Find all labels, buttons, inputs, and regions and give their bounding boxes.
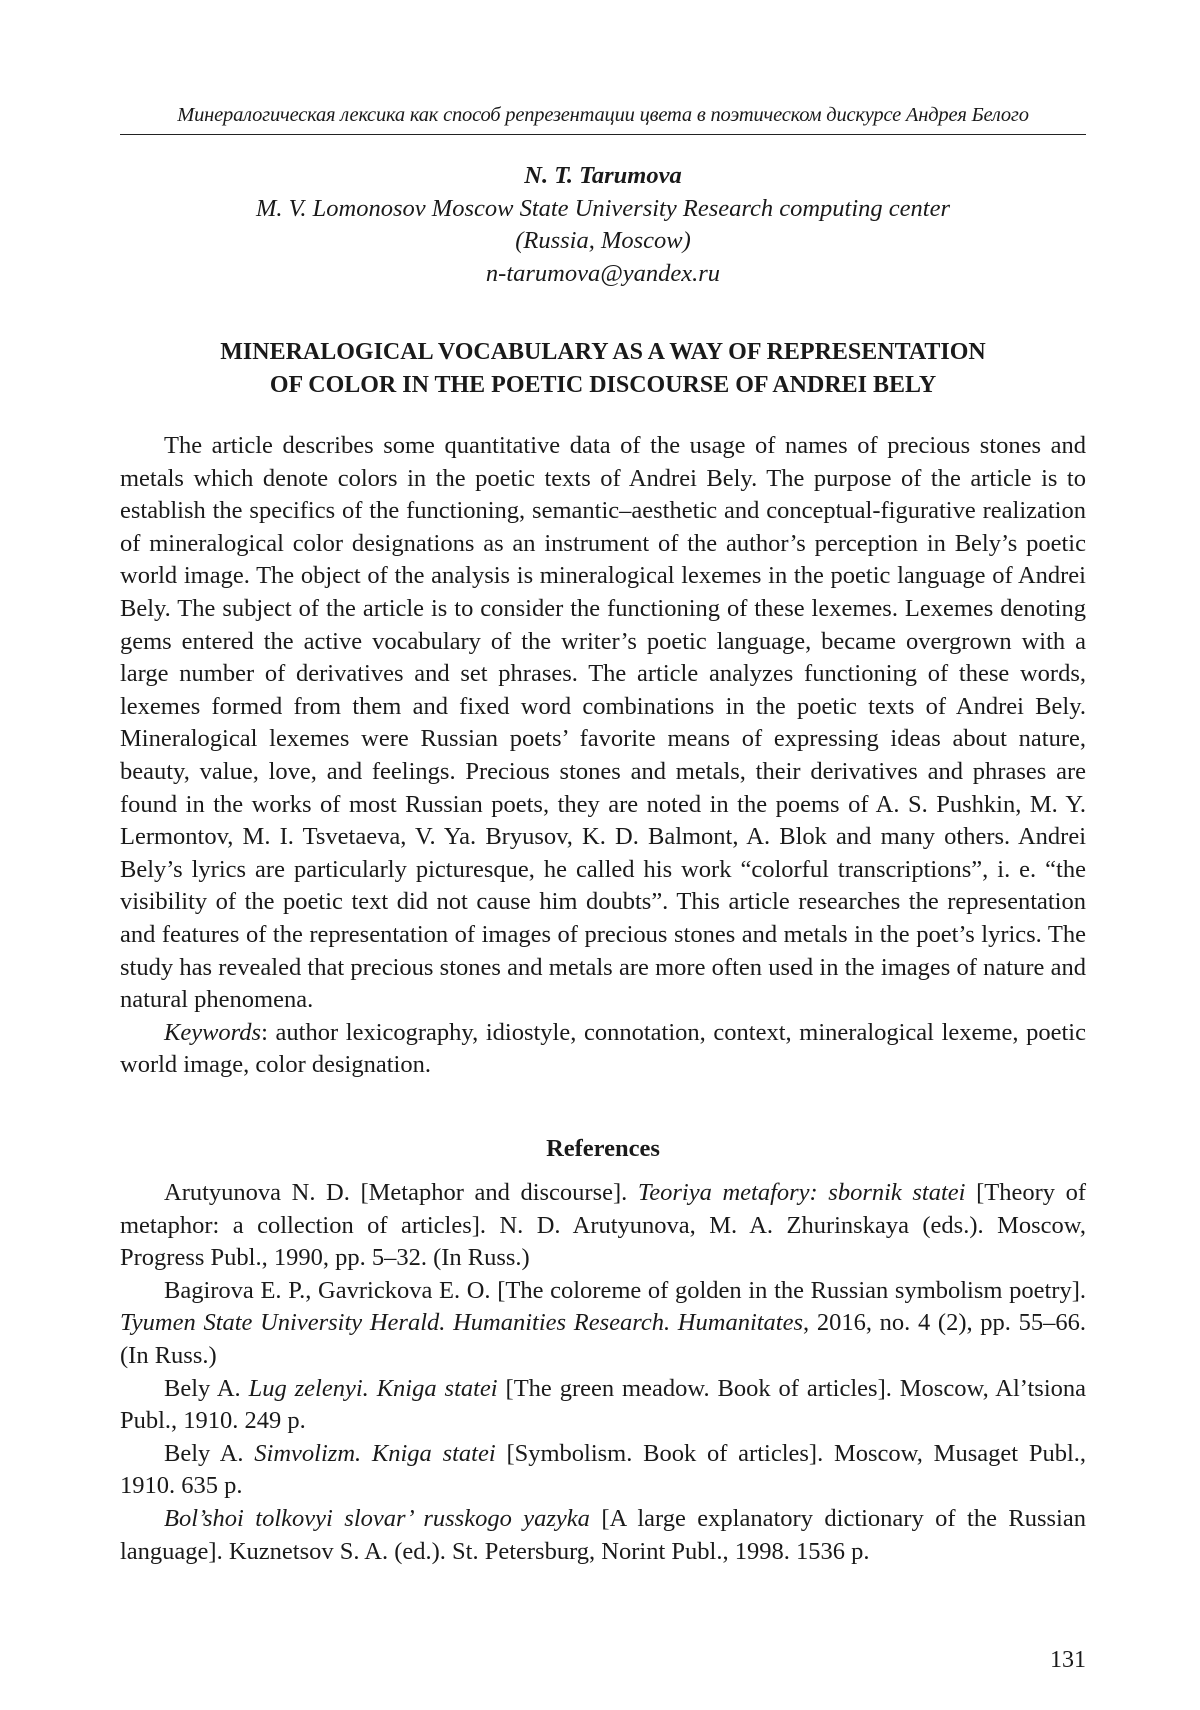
reference-authors: Bagirova E. P., Gavrickova E. O. [The coloreme of golden in the Russian symbolism poetry]. [164,1276,1086,1304]
reference-source-title: Lug zelenyi. Kniga statei [248,1374,498,1402]
references-list [120,1177,1086,1568]
author-name: N. T. Tarumova [524,162,682,189]
reference-source-title: Tyumen State University Herald. Humanities Research. Humanitates [120,1309,804,1337]
reference-source-title: Simvolizm. Kniga statei [254,1439,496,1467]
reference-details: [A large explanatory dictionary of the Russian language]. Kuznetsov S. A. (ed.). St. Petersburg, Norint Publ., 1998. 1536 p. [120,1504,1086,1565]
reference-details: [Theory of metaphor: a collection of articles]. N. D. Arutyunova, M. A. Zhurinskaya (eds.). Moscow, Progress Publ., 1990, pp. 5–32. (In Russ.) [120,1179,1086,1272]
abstract [120,430,1086,1082]
reference-item [120,1503,1086,1568]
reference-source-title: Teoriya metafory: sbornik statei [637,1179,966,1206]
author-affiliation: M. V. Lomonosov Moscow State University Research computing center [255,194,951,222]
reference-item [120,1373,1086,1438]
author-email: n-tarumova@yandex.ru [485,259,721,287]
reference-details: [Symbolism. Book of articles]. Moscow, Musaget Publ., 1910. 635 p. [120,1439,1086,1500]
reference-authors: Arutyunova N. D. [Metaphor and discourse]. [164,1179,638,1206]
page-number: 131 [1050,1647,1086,1673]
reference-authors: Bely A. [164,1439,255,1467]
reference-item [120,1275,1086,1373]
references-heading: References [546,1135,660,1162]
reference-item [120,1438,1086,1503]
reference-source-title: Bol’shoi tolkovyi slovar’ russkogo yazyka [164,1504,590,1532]
reference-details: [The green meadow. Book of articles]. Moscow, Al’tsiona Publ., 1910. 249 p. [120,1374,1086,1435]
abstract-text: The article describes some quantitative data of the usage of names of precious stones and metals which denote colors in the poetic texts of Andrei Bely. The purpose of the article is to establish the specifics of the functioning, semantic–aesthetic and conceptual-figurative realization of mineralogical color designations as an instrument of the author’s perception in Bely’s poetic world image. The object of the analysis is mineralogical lexemes in the poetic language of Andrei Bely. The subject of the article is to consider the functioning of these lexemes. Lexemes denoting gems entered the active vocabulary of the writer’s poetic language, became overgrown with a large number of derivatives and set phrases. The article analyzes functioning of these words, lexemes formed from them and fixed word combinations in the poetic texts of Andrei Bely. Mineralogical lexemes were Russian poets’ favorite means of expressing ideas about nature, beauty, value, love, and feelings. Precious stones and metals, their derivatives and phrases are found in the works of most Russian poets, they are noted in the poems of A. S. Pushkin, M. Y. Lermontov, M. I. Tsvetaeva, V. Ya. Bryusov, K. D. Balmont, A. Blok and many others. Andrei Bely’s lyrics are particularly picturesque, he called his work “colorful transcriptions”, i. e. “the visibility of the poetic text did not cause him doubts”. This article researches the representation and features of the representation of images of precious stones and metals in the poet’s lyrics. The study has revealed that precious stones and metals are more often used in the images of nature and natural phenomena. [120,432,1086,1014]
keywords-text: : author lexicography, idiostyle, connotation, context, mineralogical lexeme, poetic world image, color designation. [120,1018,1086,1079]
keywords-paragraph [120,1017,1086,1082]
keywords-label: Keywords [164,1018,262,1046]
author-location: (Russia, Moscow) [515,227,691,254]
reference-item [120,1177,1086,1275]
reference-authors: Bely A. [164,1374,249,1402]
title-line-1: MINERALOGICAL VOCABULARY AS A WAY OF REPRESENTATION [220,339,986,365]
author-block [120,160,1086,290]
running-head: Минералогическая лексика как способ репрезентации цвета в поэтическом дискурсе Андрея Белого [177,104,1029,126]
reference-details: , 2016, no. 4 (2), pp. 55–66. (In Russ.) [120,1309,1086,1369]
title-line-2: OF COLOR IN THE POETIC DISCOURSE OF ANDREI BELY [269,372,937,398]
article-title [120,336,1086,402]
header-rule [120,134,1086,135]
